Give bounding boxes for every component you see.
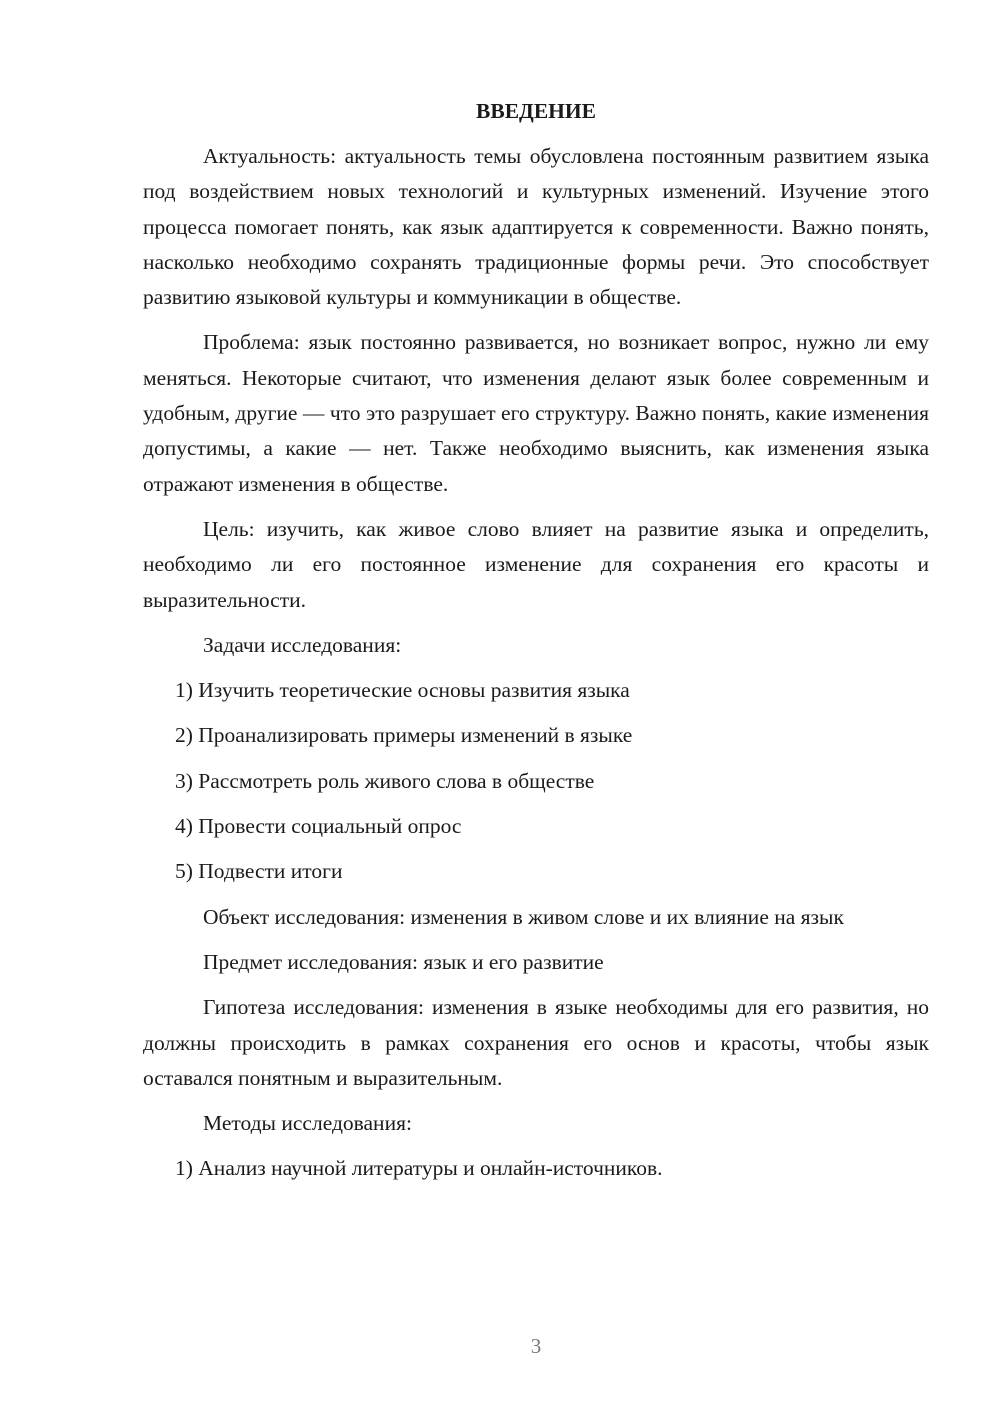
methods-heading: Методы исследования:: [203, 1111, 412, 1136]
task-item: 1) Изучить теоретические основы развития языка: [175, 678, 630, 703]
problem-paragraph: Проблема: язык постоянно развивается, но возникает вопрос, нужно ли ему меняться. Некоторые считают, что изменения делают язык более современным и удобным, другие — что это разрушает его структуру. Важно понять, какие изменения допустимы, а какие — нет. Также необходимо выяснить, как изменения языка отражают изменения в обществе.: [143, 330, 929, 496]
page-number: 3: [530, 1334, 542, 1358]
hypothesis-paragraph: Гипотеза исследования: изменения в языке необходимы для его развития, но должны происходить в рамках сохранения его основ и красоты, чтобы язык оставался понятным и выразительным.: [143, 995, 929, 1090]
page-title: ВВЕДЕНИЕ: [476, 99, 596, 123]
relevance-paragraph: Актуальность: актуальность темы обусловлена постоянным развитием языка под воздействием новых технологий и культурных изменений. Изучение этого процесса помогает понять, как язык адаптируется к современности. Важно понять, насколько необходимо сохранять традиционные формы речи. Это способствует развитию языковой культуры и коммуникации в обществе.: [143, 144, 929, 310]
task-item: 5) Подвести итоги: [175, 859, 343, 884]
task-item: 3) Рассмотреть роль живого слова в обществе: [175, 768, 595, 793]
task-item: 2) Проанализировать примеры изменений в языке: [175, 723, 633, 748]
goal-paragraph: Цель: изучить, как живое слово влияет на развитие языка и определить, необходимо ли его постоянное изменение для сохранения его красоты и выразительности.: [143, 516, 929, 612]
task-item: 4) Провести социальный опрос: [175, 814, 462, 839]
tasks-heading: Задачи исследования:: [203, 632, 402, 657]
object-paragraph: Объект исследования: изменения в живом слове и их влияние на язык: [203, 904, 844, 929]
method-item: 1) Анализ научной литературы и онлайн-источников.: [175, 1156, 663, 1181]
subject-paragraph: Предмет исследования: язык и его развитие: [203, 949, 604, 974]
page-content: [143, 96, 929, 1197]
